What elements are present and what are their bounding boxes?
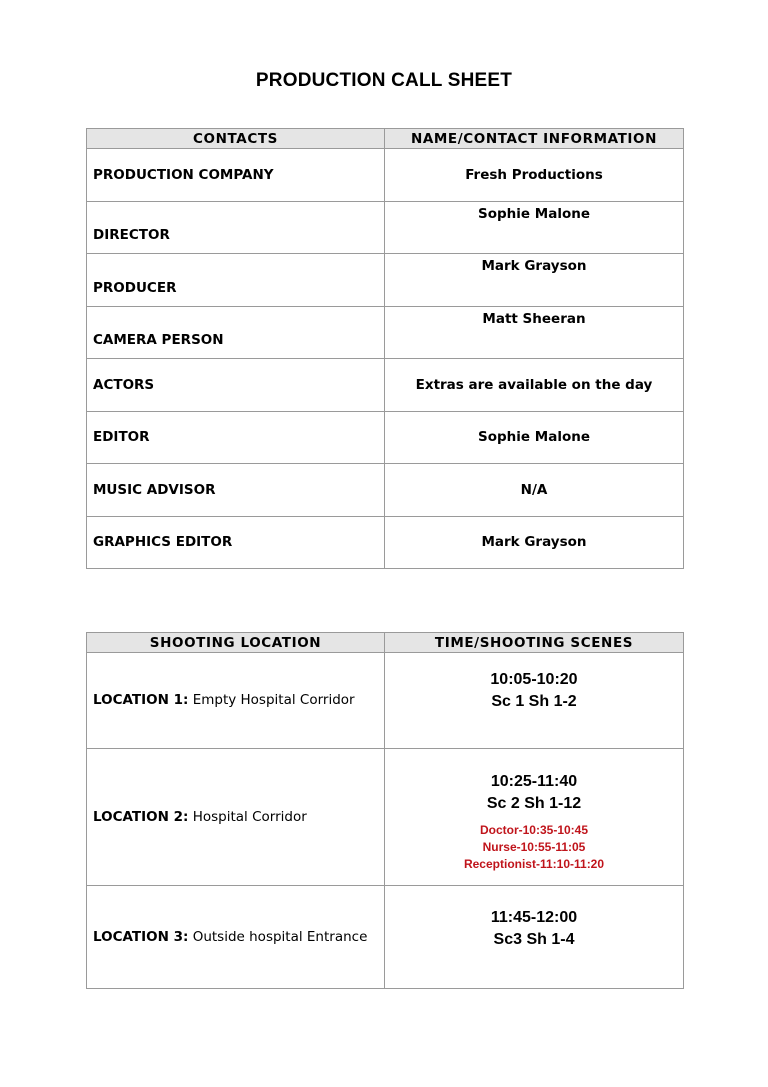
contact-name: Extras are available on the day bbox=[385, 359, 684, 412]
scene-shots: Sc3 Sh 1-4 bbox=[493, 931, 575, 948]
contact-role: MUSIC ADVISOR bbox=[87, 464, 385, 517]
location-place: Outside hospital Entrance bbox=[188, 928, 368, 945]
table-row bbox=[87, 749, 684, 886]
contact-role: PRODUCER bbox=[87, 254, 385, 307]
call-time-note: Nurse-10:55-11:05 bbox=[482, 840, 586, 854]
table-row bbox=[87, 306, 684, 359]
location-cell bbox=[87, 886, 385, 989]
table-row bbox=[87, 653, 684, 749]
column-header-shooting-location: SHOOTING LOCATION bbox=[87, 633, 385, 653]
location-place: Hospital Corridor bbox=[188, 808, 307, 825]
shoot-time: 10:05-10:20 bbox=[490, 671, 578, 688]
schedule-cell bbox=[385, 886, 684, 989]
scene-shots: Sc 1 Sh 1-2 bbox=[491, 693, 577, 710]
schedule-cell bbox=[385, 749, 684, 886]
table-row bbox=[87, 516, 684, 569]
call-time-note: Receptionist-11:10-11:20 bbox=[463, 857, 605, 871]
contacts-table bbox=[86, 128, 684, 569]
location-cell bbox=[87, 749, 385, 886]
column-header-contact-info: NAME/CONTACT INFORMATION bbox=[385, 129, 684, 149]
shoot-time: 10:25-11:40 bbox=[490, 773, 578, 790]
contact-name: Sophie Malone bbox=[385, 411, 684, 464]
table-row bbox=[87, 254, 684, 307]
contact-name: Matt Sheeran bbox=[385, 306, 684, 359]
location-label: LOCATION 2: bbox=[93, 808, 189, 825]
contact-name: Mark Grayson bbox=[385, 516, 684, 569]
contact-name: Mark Grayson bbox=[385, 254, 684, 307]
page-title: PRODUCTION CALL SHEET bbox=[255, 70, 513, 91]
table-header-row bbox=[87, 129, 684, 149]
column-header-contacts: CONTACTS bbox=[87, 129, 385, 149]
scene-shots: Sc 2 Sh 1-12 bbox=[486, 795, 582, 812]
contact-name: Sophie Malone bbox=[385, 201, 684, 254]
locations-table bbox=[86, 632, 684, 989]
location-place: Empty Hospital Corridor bbox=[188, 692, 355, 708]
table-row bbox=[87, 411, 684, 464]
table-row bbox=[87, 464, 684, 517]
location-label: LOCATION 1: bbox=[93, 692, 189, 708]
contact-role: GRAPHICS EDITOR bbox=[87, 516, 385, 569]
contact-role: DIRECTOR bbox=[87, 201, 385, 254]
contact-role: CAMERA PERSON bbox=[87, 306, 385, 359]
contact-role: EDITOR bbox=[87, 411, 385, 464]
contact-role: ACTORS bbox=[87, 359, 385, 412]
table-row bbox=[87, 201, 684, 254]
call-time-note: Doctor-10:35-10:45 bbox=[479, 823, 589, 837]
table-header-row bbox=[87, 633, 684, 653]
schedule-cell bbox=[385, 653, 684, 749]
table-row bbox=[87, 886, 684, 989]
column-header-time-scenes: TIME/SHOOTING SCENES bbox=[385, 633, 684, 653]
location-label: LOCATION 3: bbox=[93, 928, 189, 945]
shoot-time: 11:45-12:00 bbox=[490, 909, 578, 926]
table-row bbox=[87, 359, 684, 412]
contact-role: PRODUCTION COMPANY bbox=[87, 149, 385, 202]
contact-name: Fresh Productions bbox=[385, 149, 684, 202]
contact-name: N/A bbox=[385, 464, 684, 517]
location-cell bbox=[87, 653, 385, 749]
table-row bbox=[87, 149, 684, 202]
